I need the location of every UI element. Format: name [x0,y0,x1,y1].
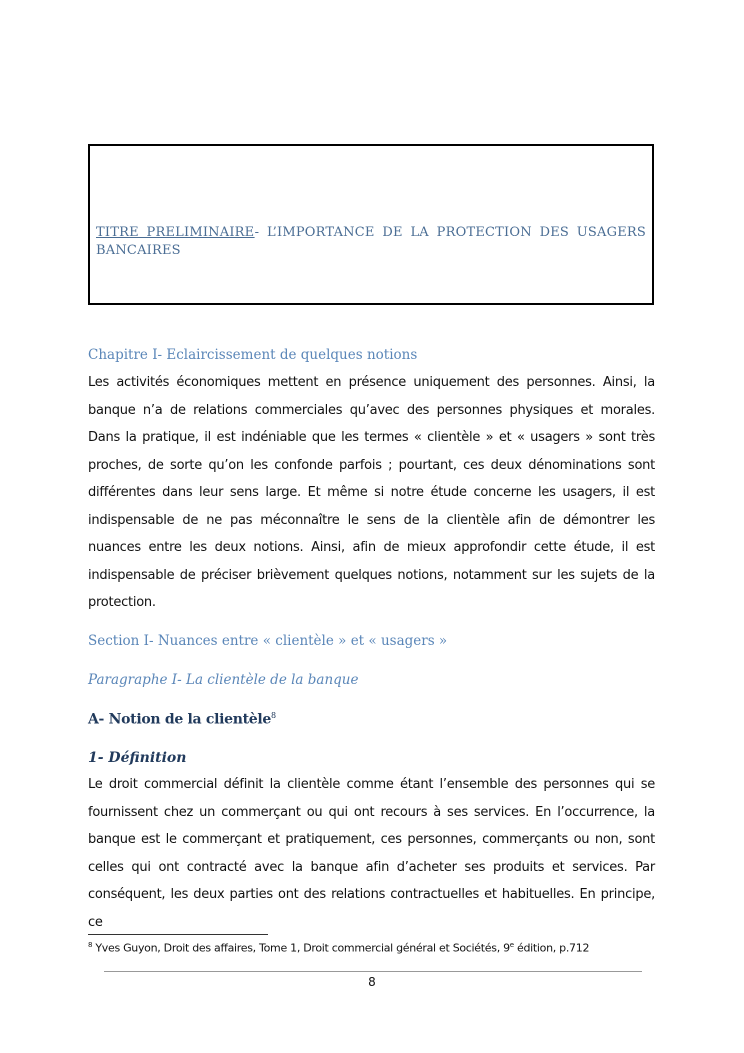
chapter-heading: Chapitre I- Eclaircissement de quelques notions [88,347,418,363]
footnote-separator [88,934,268,935]
subsection-a-heading [88,711,276,728]
title-text [96,224,646,260]
footnote-ref: 8 [271,711,276,720]
footnote-text-after: édition, p.712 [513,941,590,955]
title-label-underlined: TITRE PRELIMINAIRE [96,225,255,240]
subsection-a-heading-text: A- Notion de la clientèle [88,711,272,728]
chapter-paragraph: Les activités économiques mettent en présence uniquement des personnes. Ainsi, la banque n’a de relations commerciales qu’avec des personnes physiques et morales. Dans la pratique, il est indéniable que les termes « clientèle » et « usagers » sont très proches, de sorte qu’on les confonde parfois ; pourtant, ces deux dénominations sont différentes dans leur sens large. Et même si notre étude concerne les usagers, il est indispensable de ne pas méconnaître le sens de la clientèle afin de démontrer les nuances entre les deux notions. Ainsi, afin de mieux approfondir cette étude, il est indispensable de préciser brièvement quelques notions, notamment sur les sujets de la protection. [88,375,655,610]
footnote-number: 8 [88,941,93,949]
page-number: 8 [368,975,376,989]
definition-paragraph: Le droit commercial définit la clientèle comme étant l’ensemble des personnes qui se fournissent chez un commerçant ou qui ont recours à ses services. En l’occurrence, la banque est le commerçant et pratiquement, ces personnes, commerçants ou non, sont celles qui ont contracté avec la banque afin d’acheter ses produits et services. Par conséquent, les deux parties ont des relations contractuelles et habituelles. En principe, ce [88,777,655,930]
footnote [88,941,589,955]
section-heading: Section I- Nuances entre « clientèle » et « usagers » [88,633,448,649]
title-box [88,144,654,305]
paragraphe-heading: Paragraphe I- La clientèle de la banque [88,672,359,688]
footnote-text-before: Yves Guyon, Droit des affaires, Tome 1, Droit commercial général et Sociétés, 9 [92,941,510,955]
definition-heading: 1- Définition [88,750,187,766]
page-footer-rule [104,971,642,972]
title-label-rest: - L’IMPORTANCE DE LA PROTECTION DES USAGERS BANCAIRES [96,225,646,258]
footnote-sup: e [509,941,514,949]
